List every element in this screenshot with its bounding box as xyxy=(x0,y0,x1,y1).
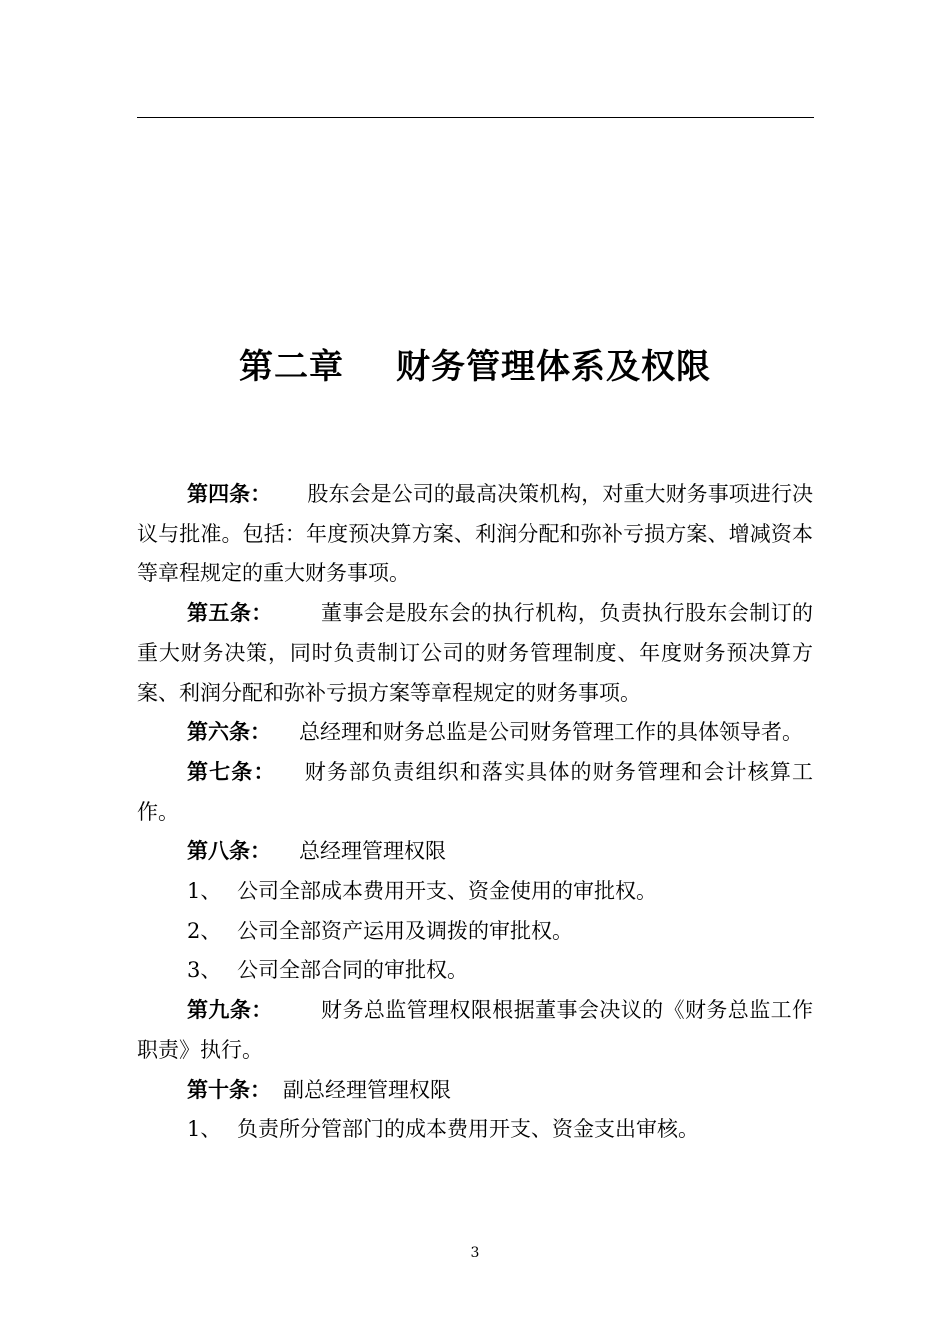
list-item xyxy=(137,912,813,952)
list-number: 1、 xyxy=(187,1117,222,1142)
list-text: 公司全部合同的审批权。 xyxy=(237,958,468,983)
article-text: 董事会是股东会的执行机构，负责执行股东会制订的重大财务决策，同时负责制订公司的财务管理制度、年度财务预决算方案、利润分配和弥补亏损方案等章程规定的财务事项。 xyxy=(137,601,814,705)
article-text: 财务总监管理权限根据董事会决议的《财务总监工作职责》执行。 xyxy=(137,998,814,1062)
list-text: 负责所分管部门的成本费用开支、资金支出审核。 xyxy=(237,1117,699,1142)
article-label: 第八条： xyxy=(187,839,271,864)
article-label: 第四条： xyxy=(187,482,272,506)
article-label: 第六条： xyxy=(187,720,271,745)
list-number: 3、 xyxy=(187,958,222,983)
list-item xyxy=(137,951,813,991)
article-10 xyxy=(137,1071,813,1111)
page-number: 3 xyxy=(470,1245,480,1261)
article-text: 股东会是公司的最高决策机构，对重大财务事项进行决议与批准。包括：年度预决算方案、利润分配和弥补亏损方案、增减资本等章程规定的重大财务事项。 xyxy=(137,482,814,586)
article-label: 第五条： xyxy=(187,601,273,626)
list-text: 公司全部资产运用及调拨的审批权。 xyxy=(237,918,573,943)
chapter-number: 第二章 xyxy=(239,347,344,387)
list-text: 公司全部成本费用开支、资金使用的审批权。 xyxy=(237,879,657,904)
article-7 xyxy=(137,753,813,832)
chapter-name: 财务管理体系及权限 xyxy=(396,347,711,387)
article-text: 总经理管理权限 xyxy=(299,839,446,864)
article-8 xyxy=(137,832,813,872)
list-item xyxy=(137,872,813,912)
list-item xyxy=(137,1110,813,1150)
article-6 xyxy=(137,713,813,753)
document-body xyxy=(137,475,813,1150)
article-text: 副总经理管理权限 xyxy=(283,1077,451,1102)
article-label: 第十条： xyxy=(187,1077,271,1102)
article-label: 第七条： xyxy=(187,759,276,784)
chapter-title xyxy=(0,342,950,392)
article-5 xyxy=(137,594,813,713)
article-text: 财务部负责组织和落实具体的财务管理和会计核算工作。 xyxy=(137,759,813,824)
article-text: 总经理和财务总监是公司财务管理工作的具体领导者。 xyxy=(299,720,803,745)
article-label: 第九条： xyxy=(187,998,273,1023)
list-number: 2、 xyxy=(187,918,222,943)
list-number: 1、 xyxy=(187,879,222,904)
header-rule xyxy=(137,117,814,118)
article-4 xyxy=(137,475,813,594)
article-9 xyxy=(137,991,813,1070)
